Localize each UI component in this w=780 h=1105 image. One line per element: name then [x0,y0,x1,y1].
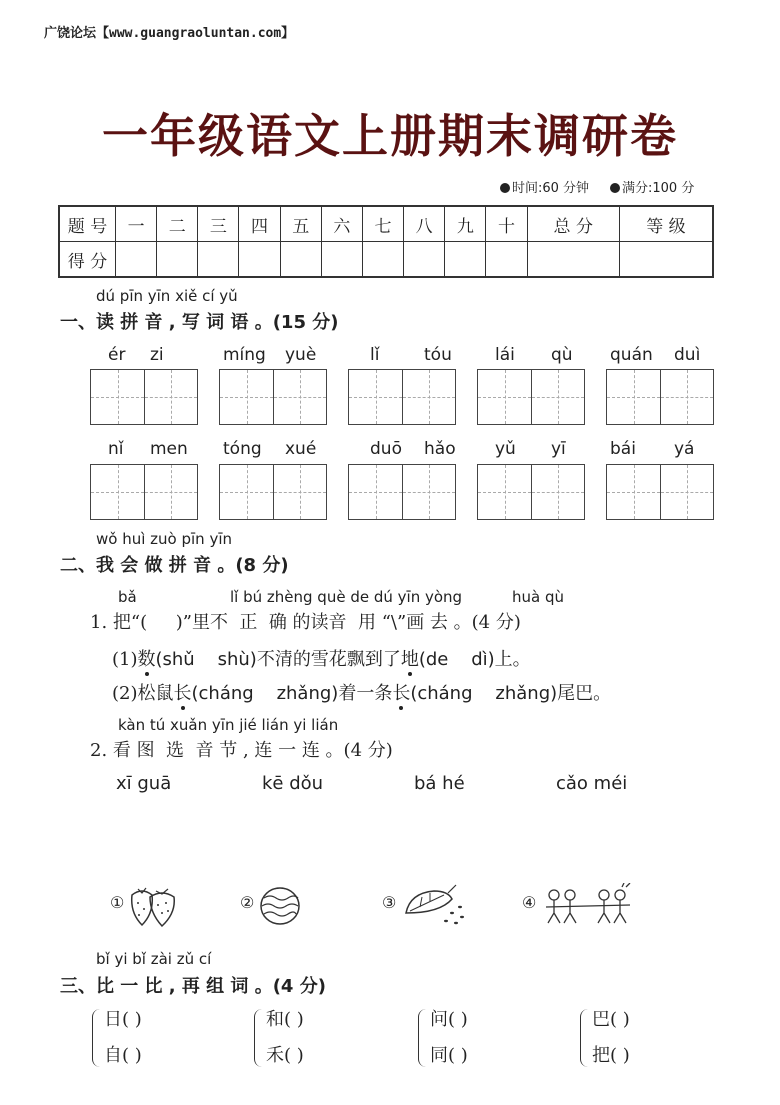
writing-cell[interactable] [402,465,455,519]
tianzige-box[interactable] [90,464,198,520]
pinyin-syllable: yá [674,439,695,459]
table-cell: 五 [280,206,321,242]
question-1-item-1 [112,645,531,671]
item-text: (2)松鼠 [112,683,174,704]
table-cell: 九 [445,206,486,242]
writing-cell[interactable] [91,370,144,424]
writing-cell[interactable] [349,370,402,424]
table-cell: 等 级 [619,206,713,242]
writing-cell[interactable] [531,370,584,424]
marked-char: 长 [392,683,411,704]
pinyin-syllable: hǎo [424,439,456,459]
option-pinyin[interactable]: kē dǒu [262,773,324,794]
score-cell[interactable] [527,242,619,278]
writing-cell[interactable] [220,370,273,424]
picture-1[interactable] [110,883,180,928]
writing-cell[interactable] [531,465,584,519]
item-text: (cháng zhǎng)尾巴。 [410,683,612,704]
writing-cell[interactable] [402,370,455,424]
word-blank[interactable]: 巴( ) [592,1009,630,1030]
item-text: (cháng zhǎng)着一条 [191,683,393,704]
pinyin-syllable: tóng [223,439,262,459]
time-info [500,177,589,196]
tianzige-box[interactable] [348,369,456,425]
table-cell: 三 [198,206,239,242]
tianzige-box[interactable] [606,464,714,520]
writing-cell[interactable] [144,370,197,424]
pinyin-syllable: lǐ [370,345,380,365]
writing-cell[interactable] [91,465,144,519]
pinyin-syllable: míng [223,345,266,365]
pinyin-syllable: quán [610,345,653,365]
strawberry-icon [128,883,180,928]
score-table-score-row [59,242,713,278]
section1-heading: 一、读 拼 音 , 写 词 语 。(15 分) [60,312,339,333]
tianzige-box[interactable] [90,369,198,425]
table-cell: 得 分 [59,242,116,278]
marked-char: 长 [173,683,192,704]
q1-pinyin-b: lǐ bú zhèng què de dú yīn yòng [230,588,463,606]
question-2: 2. 看 图 选 音 节 , 连 一 连 。(4 分) [90,740,393,761]
time-text: 时间:60 分钟 [512,181,590,196]
pinyin-syllable: yǔ [495,439,516,459]
writing-cell[interactable] [144,465,197,519]
pinyin-syllable: men [150,439,188,459]
brace [418,1009,427,1067]
word-blank[interactable]: 同( ) [430,1045,468,1066]
page-title: 一年级语文上册期末调研卷 [102,109,678,163]
tianzige-box[interactable] [219,464,327,520]
writing-cell[interactable] [478,465,531,519]
writing-cell[interactable] [273,465,326,519]
score-table [58,205,714,278]
score-cell[interactable] [321,242,362,278]
picture-3[interactable] [382,883,472,928]
watermelon-icon [258,885,302,927]
pinyin-syllable: tóu [424,345,452,365]
writing-cell[interactable] [660,370,713,424]
writing-cell[interactable] [607,370,660,424]
section3-pinyin: bǐ yi bǐ zài zǔ cí [96,950,212,968]
table-cell: 题 号 [59,206,116,242]
table-cell: 十 [486,206,527,242]
score-cell[interactable] [362,242,403,278]
table-cell: 八 [404,206,445,242]
score-cell[interactable] [116,242,157,278]
section3-heading: 三、比 一 比 , 再 组 词 。(4 分) [60,976,326,997]
writing-cell[interactable] [220,465,273,519]
pinyin-syllable: xué [285,439,317,459]
writing-cell[interactable] [273,370,326,424]
picture-number: ③ [382,893,397,912]
picture-2[interactable] [240,883,310,928]
table-cell: 二 [157,206,198,242]
item-number: (1) [112,649,138,670]
writing-cell[interactable] [660,465,713,519]
score-table-header-row [59,206,713,242]
pinyin-syllable: bái [610,439,636,459]
full-score-text: 满分:100 分 [622,181,695,196]
marked-char: 数 [137,649,156,670]
question-1-item-2 [112,679,611,705]
tianzige-box[interactable] [348,464,456,520]
score-cell[interactable] [280,242,321,278]
brace [580,1009,589,1067]
item-text: (shǔ shù)不清的雪花飘到了 [155,649,401,670]
q1-pinyin-a: bǎ [118,588,137,606]
section1-pinyin: dú pīn yīn xiě cí yǔ [96,287,238,305]
pinyin-syllable: yī [551,439,566,459]
item-text: (de dì)上。 [418,649,531,670]
writing-cell[interactable] [349,465,402,519]
picture-number: ② [240,893,255,912]
score-cell[interactable] [619,242,713,278]
score-cell[interactable] [157,242,198,278]
tianzige-box[interactable] [477,464,585,520]
option-pinyin[interactable]: bá hé [414,773,465,794]
tadpole-icon [400,883,472,928]
word-blank[interactable]: 日( ) [104,1009,142,1030]
brace [254,1009,263,1067]
table-cell: 七 [362,206,403,242]
table-cell: 六 [321,206,362,242]
pinyin-syllable: yuè [285,345,317,365]
pinyin-syllable: lái [495,345,515,365]
pinyin-syllable: duō [370,439,402,459]
site-header: 广饶论坛【www.guangraoluntan.com】 [44,26,295,41]
table-cell: 四 [239,206,280,242]
pinyin-syllable: nǐ [108,439,124,459]
score-cell[interactable] [198,242,239,278]
tug-of-war-icon [542,883,634,928]
section2-heading: 二、我 会 做 拼 音 。(8 分) [60,555,289,576]
brace [92,1009,101,1067]
score-cell[interactable] [239,242,280,278]
word-blank[interactable]: 和( ) [266,1009,304,1030]
pinyin-syllable: duì [674,345,701,365]
question-1: 1. 把“( )”里不 正 确 的读音 用 “\”画 去 。(4 分) [90,612,521,633]
tianzige-box[interactable] [219,369,327,425]
tianzige-box[interactable] [477,369,585,425]
picture-4[interactable] [522,883,634,928]
table-cell: 总 分 [527,206,619,242]
marked-char: 地 [400,649,419,670]
word-blank[interactable]: 自( ) [104,1045,142,1066]
pinyin-syllable: zi [150,345,164,365]
picture-number: ① [110,893,125,912]
picture-number: ④ [522,893,537,912]
word-blank[interactable]: 禾( ) [266,1045,304,1066]
score-info [610,177,694,196]
tianzige-box[interactable] [606,369,714,425]
check-icon [610,183,620,193]
option-pinyin[interactable]: cǎo méi [556,773,628,794]
clock-icon [500,183,510,193]
word-blank[interactable]: 把( ) [592,1045,630,1066]
pinyin-syllable: ér [108,345,126,365]
option-pinyin[interactable]: xī guā [116,773,172,794]
score-cell[interactable] [404,242,445,278]
q2-pinyin: kàn tú xuǎn yīn jié lián yi lián [118,716,339,734]
writing-cell[interactable] [607,465,660,519]
table-cell: 一 [116,206,157,242]
section2-pinyin: wǒ huì zuò pīn yīn [96,530,233,548]
score-cell[interactable] [445,242,486,278]
score-cell[interactable] [486,242,527,278]
writing-cell[interactable] [478,370,531,424]
pinyin-syllable: qù [551,345,573,365]
word-blank[interactable]: 问( ) [430,1009,468,1030]
q1-pinyin-c: huà qù [512,588,565,606]
